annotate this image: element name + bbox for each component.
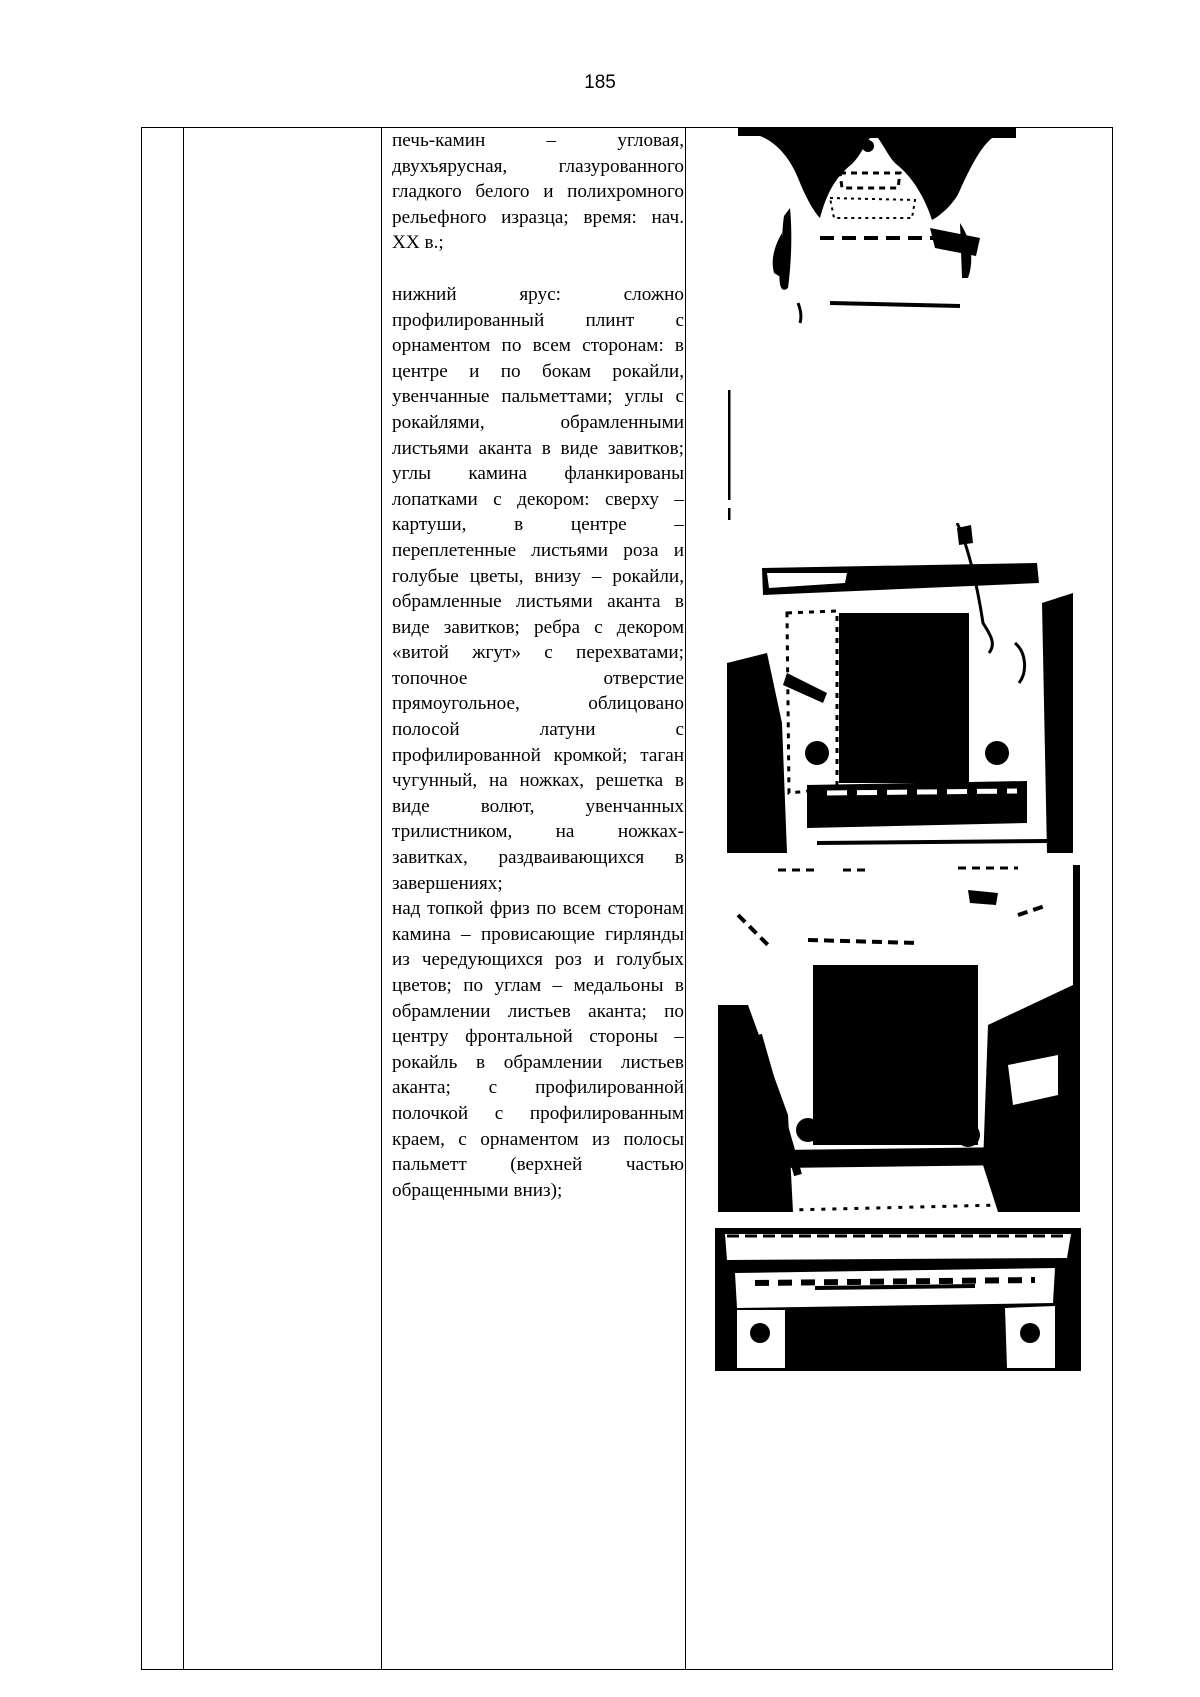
- column-divider: [183, 128, 184, 1669]
- column-divider: [381, 128, 382, 1669]
- description-lower-tier: нижний ярус: сложно профилированный плинт с орнаментом по всем сторонам: в центре и по бокам рокайли, увенчанные пальметтами; углы с рокайлями, обрамленными листьями аканта в виде завитков; углы камина фланкированы лопатками с декором: сверху – картуши, в центре – переплетенные листьями роза и голубые цветы, внизу – рокайли, обрамленные листьями аканта в виде завитков; ребра с декором «витой жгут» с перехватами; топочное отверстие прямоугольное, облицовано полосой латуни с профилированной кромкой; таган чугунный, на ножках, решетка в виде волют, увенчанных трилистником, на ножках- завитках, раздваивающихся в завершениях;: [392, 283, 684, 894]
- inventory-table: [141, 127, 1113, 1670]
- description-intro: печь-камин – угловая, двухъярусная, глазурованного гладкого белого и полихромного рельефного изразца; время: нач. XX в.;: [392, 130, 684, 254]
- frieze-closeup-photo: [715, 1228, 1081, 1371]
- page-number: 185: [584, 72, 616, 93]
- stove-crest-photo: [730, 128, 1016, 328]
- photo-cell: [685, 128, 1112, 1669]
- fireplace-lower-tier-photo: [727, 523, 1073, 853]
- description-frieze: над топкой фриз по всем сторонам камина – провисающие гирлянды из чередующихся роз и голубых цветов; по углам – медальоны в обрамлении листьев аканта; по центру фронтальной стороны – рокайль в обрамлении листьев аканта; с профилированной полочкой с профилированным краем, с орнаментом из полосы пальметт (верхней частью обращенными вниз);: [392, 898, 684, 1201]
- fireplace-side-photo: [718, 865, 1080, 1212]
- description-cell: [392, 128, 684, 1203]
- photo-edge-mark: [728, 390, 732, 520]
